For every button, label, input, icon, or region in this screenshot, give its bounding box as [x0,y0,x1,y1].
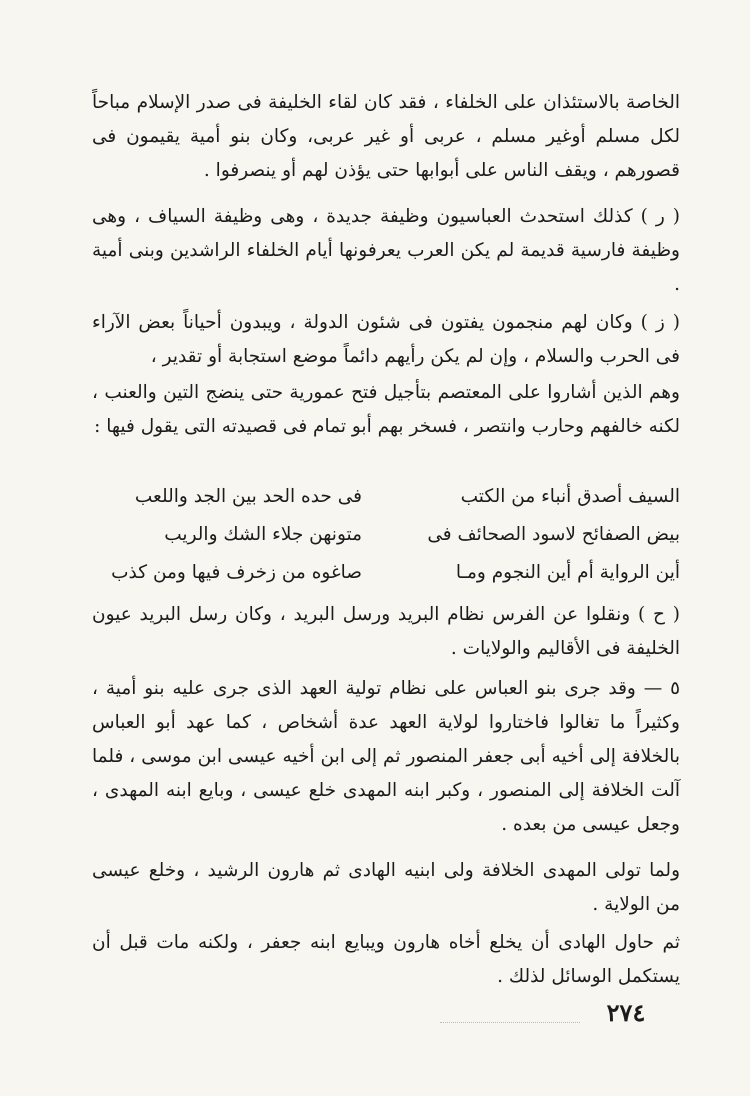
paragraph-caliph-audience: الخاصة بالاستئذان على الخلفاء ، فقد كان لقاء الخليفة فى صدر الإسلام مباحاً لكل مسلم أوغير مسلم ، عربى أو غير عربى، وكان بنو أمية يقيمون فى قصورهم ، ويقف الناس على أبوابها حتى يؤذن لهم أو ينصرفوا . [92,92,680,181]
verse-3-second-hemistich: صاغوه من زخرف فيها ومن كذب [111,562,362,583]
paragraph-h-postal-system: ( ح ) ونقلوا عن الفرس نظام البريد ورسل البريد ، وكان رسل البريد عيون الخليفة فى الأقاليم والولايات . [92,604,680,659]
poem-verse-3 [92,556,680,590]
paragraph-z-astrologers: ( ز ) وكان لهم منجمون يفتون فى شئون الدولة ، ويبدون أحياناً بعض الآراء فى الحرب والسلام ، وإن لم يكن رأيهم دائماً موضع استجابة أو تقدير ، [92,312,680,367]
footer-divider [440,1022,580,1023]
verse-1-second-hemistich: فى حده الحد بين الجد واللعب [134,486,362,507]
paragraph-hadi: ثم حاول الهادى أن يخلع أخاه هارون ويبايع ابنه جعفر ، ولكنه مات قبل أن يستكمل الوسائل لذلك . [92,932,680,987]
paragraph-amorium: وهم الذين أشاروا على المعتصم بتأجيل فتح عمورية حتى ينضج التين والعنب ، لكنه خالفهم وحارب وانتصر ، فسخر بهم أبو تمام فى قصيدته التى يقول فيها : [92,382,680,437]
verse-3-first-hemistich: أين الرواية أم أين النجوم ومـا [455,562,680,583]
verse-2-second-hemistich: متونهن جلاء الشك والريب [164,524,362,545]
paragraph-mahdi: ولما تولى المهدى الخلافة ولى ابنيه الهادى ثم هارون الرشيد ، وخلع عيسى من الولاية . [92,860,680,915]
paragraph-r-executioner: ( ر ) كذلك استحدث العباسيون وظيفة جديدة ، وهى وظيفة السياف ، وهى وظيفة فارسية قديمة لم يكن العرب يعرفونها أيام الخلفاء الراشدين وبنى أمية . [92,206,680,295]
paragraph-succession: ٥ — وقد جرى بنو العباس على نظام تولية العهد الذى جرى عليه بنو أمية ، وكثيراً ما تغالوا فاختاروا لولاية العهد عدة أشخاص ، كما عهد أبو العباس بالخلافة إلى أخيه أبى جعفر المنصور ثم إلى ابن أخيه عيسى ابن موسى ، فلما آلت الخلافة إلى المنصور ، وكبر ابنه المهدى خلع عيسى ، وبايع ابنه المهدى ، وجعل عيسى من بعده . [92,678,680,835]
verse-1-first-hemistich: السيف أصدق أنباء من الكتب [460,486,680,507]
poem-verse-1 [92,480,680,514]
poem-verse-2 [92,518,680,552]
verse-2-first-hemistich: بيض الصفائح لاسود الصحائف فى [427,524,680,545]
page-number: ٢٧٤ [606,998,646,1027]
